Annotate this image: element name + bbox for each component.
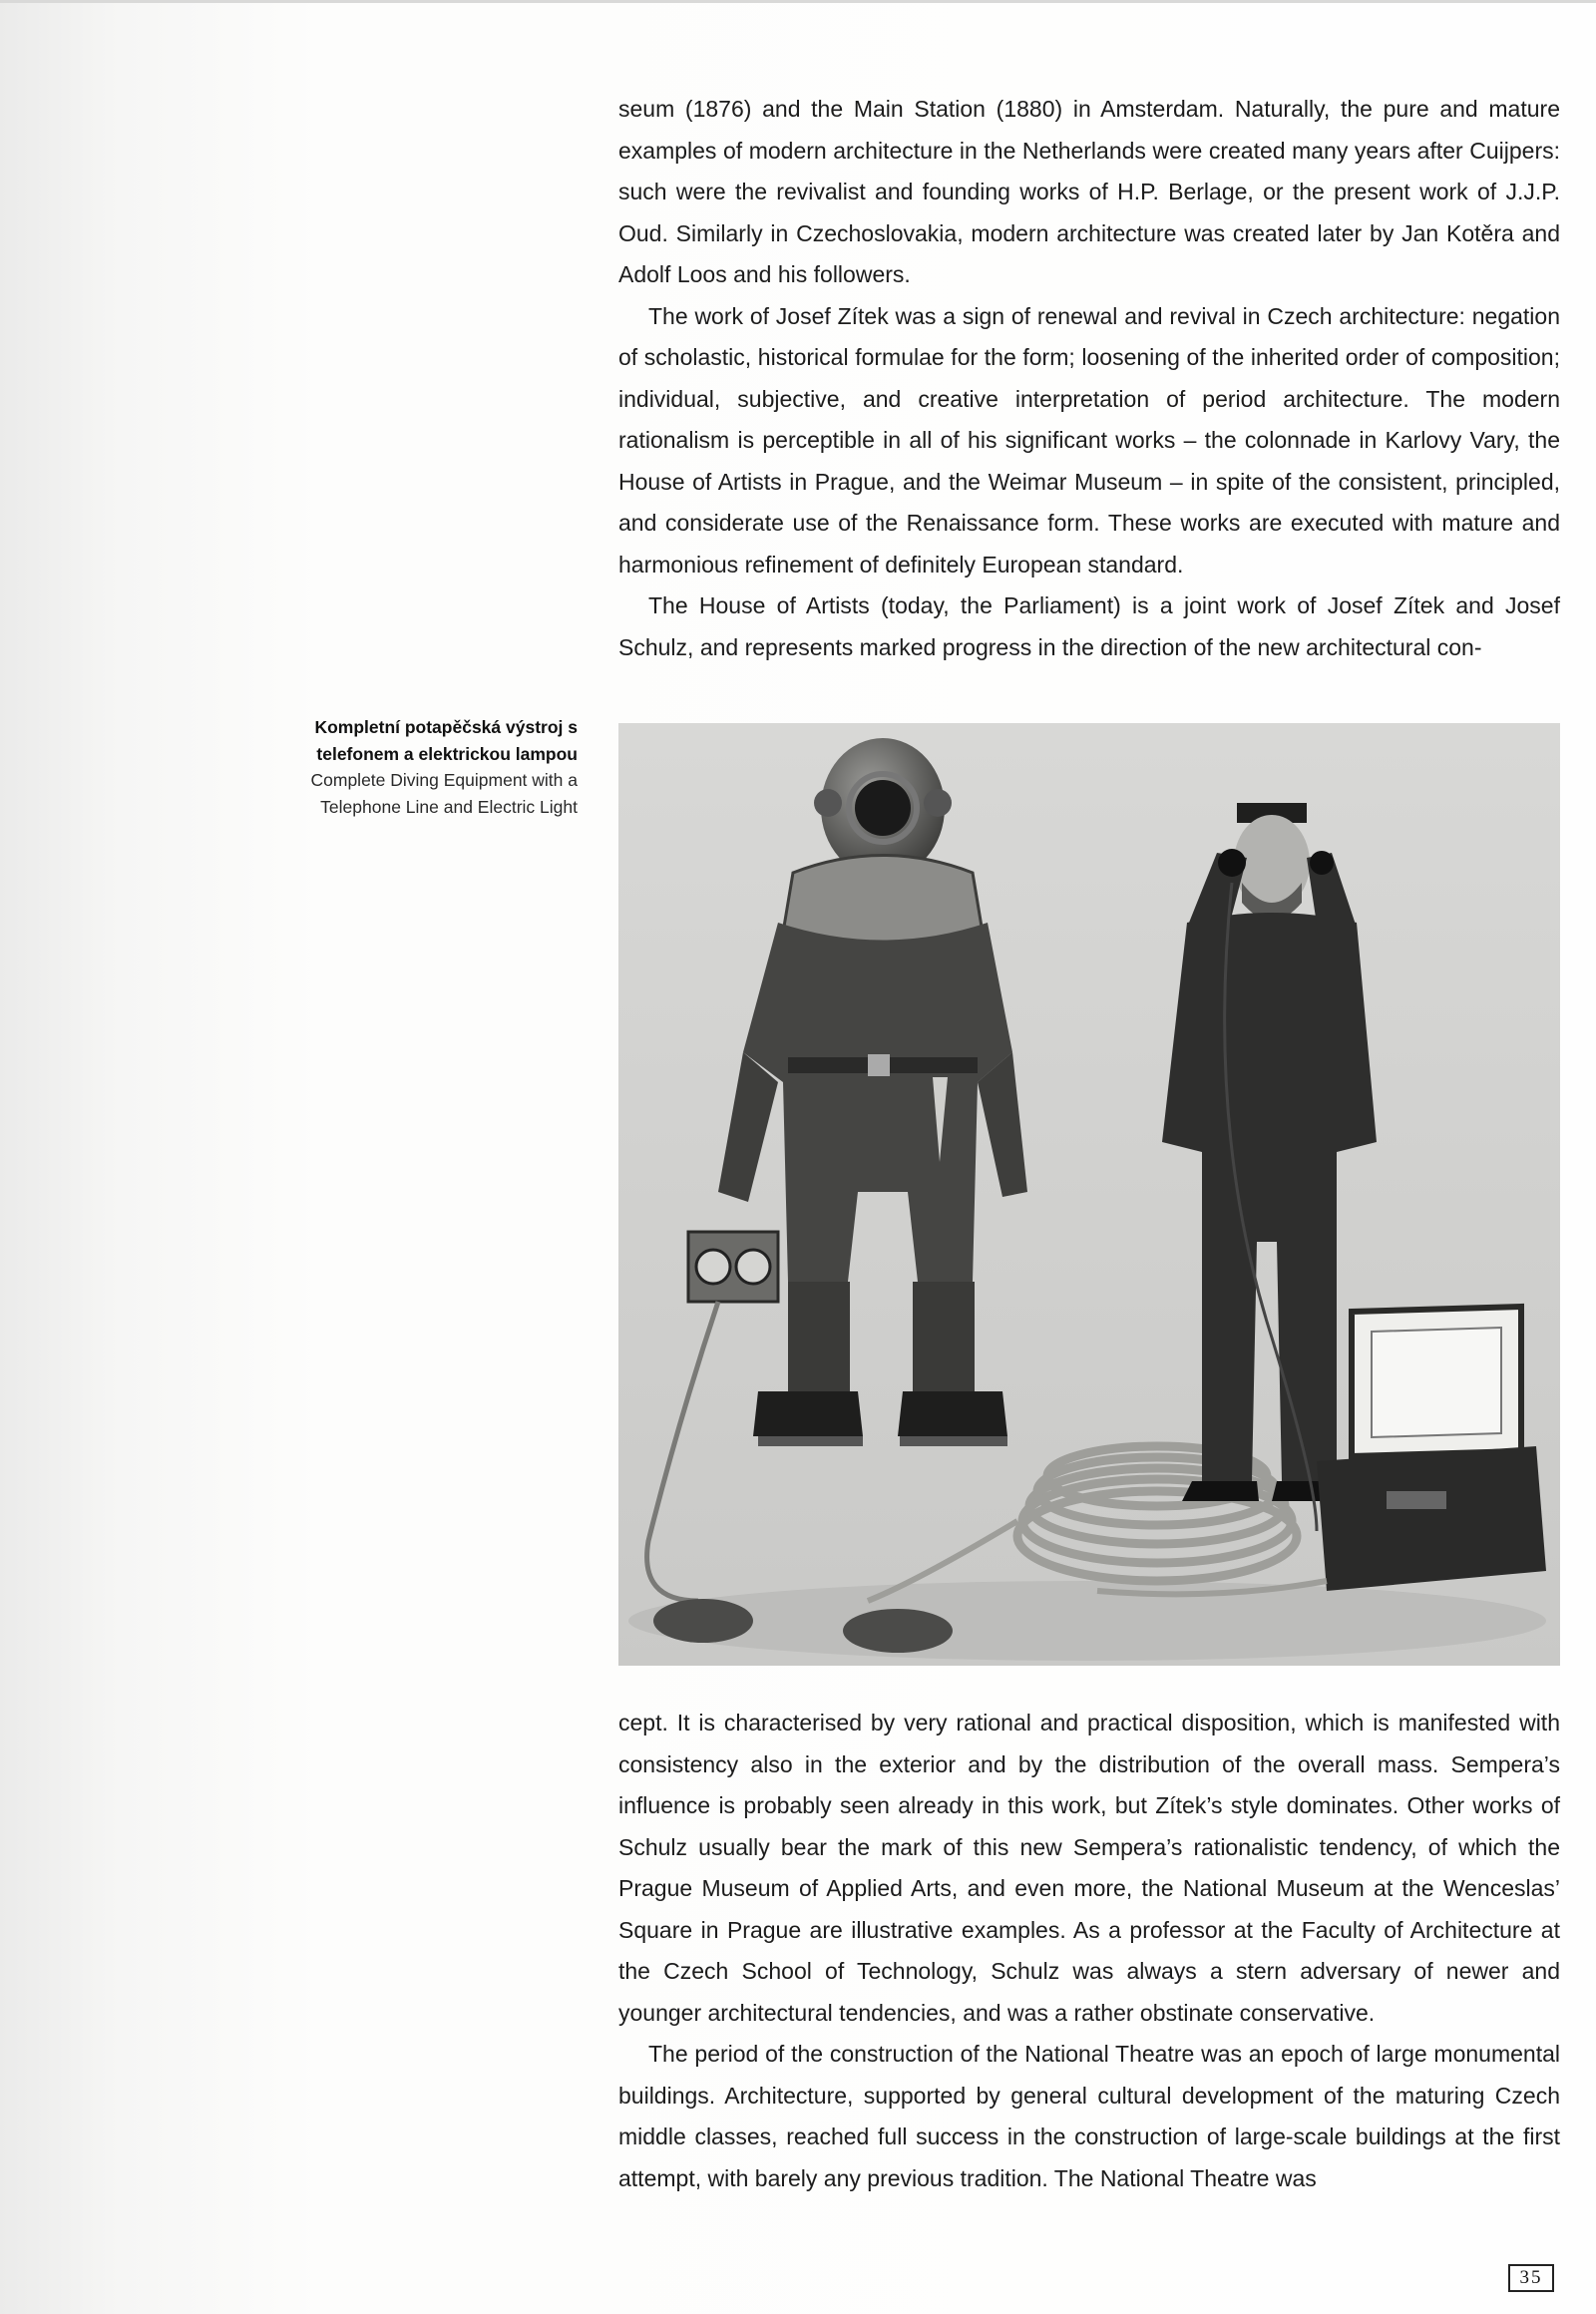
diving-equipment-photo — [618, 723, 1560, 1666]
caption-czech: Kompletní potapěčská výstroj s telefonem a elektrickou lampou — [314, 717, 578, 764]
page-edge — [0, 0, 1596, 3]
photo-illustration — [618, 723, 1560, 1666]
body-text-bottom — [618, 1703, 1560, 2199]
telephone-box — [1317, 1307, 1546, 1591]
paragraph: cept. It is characterised by very rational and practical disposition, which is manifested with consistency also in the exterior and by the distribution of the overall mass. Sempera’s influence is probably seen already in this work, but Zítek’s style dominates. Other works of Schulz usually bear the mark of this new Sempera’s rationalistic tendency, of which the Prague Museum of Applied Arts, and even more, the National Museum at the Wenceslas’ Square in Prague are illustrative examples. As a professor at the Faculty of Architecture at the Czech School of Technology, Schulz was always a stern adversary of newer and younger architectural tendencies, and was a rather obstinate conservative. — [618, 1710, 1560, 2026]
paragraph: The period of the construction of the National Theatre was an epoch of large monumental buildings. Architecture, supported by general cultural development of the maturing Czech middle classes, reached full success in the construction of large-scale buildings at the first attempt, with barely any previous tradition. The National Theatre was — [618, 2041, 1560, 2191]
electric-lamp — [688, 1232, 778, 1302]
page-number: 35 — [1508, 2264, 1554, 2292]
caption-english: Complete Diving Equipment with a Telephone Line and Electric Light — [310, 770, 578, 817]
figure-caption — [299, 714, 578, 820]
paragraph: The work of Josef Zítek was a sign of renewal and revival in Czech architecture: negation of scholastic, historical formulae for the form; loosening of the inherited order of composition; individual, subjective, and creative interpretation of period architecture. The modern rationalism is perceptible in all of his significant works – the colonnade in Karlovy Vary, the House of Artists in Prague, and the Weimar Museum – in spite of the consistent, principled, and considerate use of the Renaissance form. These works are executed with mature and harmonious refinement of definitely European standard. — [618, 302, 1560, 578]
paragraph: The House of Artists (today, the Parliament) is a joint work of Josef Zítek and Josef Schulz, and represents marked progress in the direction of the new architectural con- — [618, 592, 1560, 660]
body-text-top — [618, 89, 1560, 668]
paragraph: seum (1876) and the Main Station (1880) in Amsterdam. Naturally, the pure and mature examples of modern architecture in the Netherlands were created many years after Cuijpers: such were the revivalist and founding works of H.P. Berlage, or the present work of J.J.P. Oud. Similarly in Czechoslovakia, modern architecture was created later by Jan Kotěra and Adolf Loos and his followers. — [618, 96, 1560, 287]
